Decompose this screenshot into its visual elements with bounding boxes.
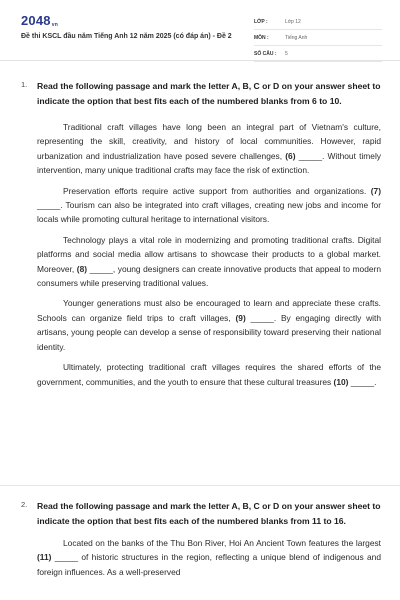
paragraph-text: _____. Without timely intervention, many unique traditional crafts may face the risk of extinction. [37, 150, 381, 176]
blank-label: (11) [37, 552, 52, 563]
paragraph-text: Preservation efforts require active support from authorities and organizations. [63, 185, 371, 196]
passage-paragraph [37, 184, 381, 227]
paragraph-text: Younger generations must also be encouraged to learn and appreciate these crafts. Schools can organize field trips to craft villages, [37, 298, 381, 323]
site-logo[interactable] [21, 13, 58, 28]
exam-meta [254, 14, 382, 62]
question-divider [0, 485, 400, 486]
paragraph-text: _____. Tourism can also be integrated into craft villages, creating new jobs and income for locals while promoting cultural heritage to international visitors. [37, 200, 381, 225]
question-prompt: Read the following passage and mark the letter A, B, C or D on your answer sheet to indicate the option that best fits each of the numbered blanks from 6 to 10. [37, 81, 381, 106]
meta-value: 5 [285, 50, 288, 57]
document-title: Đề thi KSCL đầu năm Tiếng Anh 12 năm 2025 (có đáp án) - Đề 2 [21, 33, 232, 40]
passage-paragraph [37, 233, 381, 291]
logo-suffix: vn [51, 22, 58, 28]
question-1 [21, 79, 381, 389]
blank-label: (9) [235, 312, 246, 323]
passage-paragraph [37, 536, 381, 579]
question-2 [21, 499, 381, 579]
meta-key: SỐ CÂU : [254, 50, 277, 57]
blank-label: (8) [76, 263, 88, 274]
paragraph-text: _____. By engaging directly with artisans, young people can develop a sense of responsibility toward preserving their national identity. [37, 312, 381, 352]
paragraph-text: Ultimately, protecting traditional craft villages requires the shared efforts of the government, communities, and the youth to ensure that these cultural treasures [37, 362, 381, 387]
paragraph-text: Traditional craft villages have long been an integral part of Vietnam's culture, representing the skill, creativity, and history of local communities. However, rapid urbanization and industrialization have posed severe challenges, [37, 122, 381, 161]
passage-paragraph [37, 120, 381, 178]
question-number: 1. [21, 80, 28, 89]
question-number: 2. [21, 500, 28, 509]
paragraph-text: _____. [348, 376, 377, 387]
paragraph-text: Technology plays a vital role in modernizing and promoting traditional crafts. Digital platforms and social media allow artisans to showcase their products to a global market. Moreover, [37, 234, 381, 274]
blank-label: (7) [370, 185, 381, 196]
meta-row-count [254, 46, 382, 62]
meta-key: LỚP : [254, 18, 268, 25]
meta-row-grade [254, 14, 382, 30]
paragraph-text: _____, young designers can create innovative products that appeal to modern consumers while preserving traditional values. [37, 263, 381, 289]
meta-row-subject [254, 30, 382, 46]
logo-text: 2048 [21, 13, 51, 28]
passage-paragraph [37, 360, 381, 389]
meta-value: Tiếng Anh [285, 34, 308, 41]
question-prompt: Read the following passage and mark the letter A, B, C or D on your answer sheet to indicate the option that best fits each of the numbered blanks from 11 to 16. [37, 501, 381, 526]
document-header [0, 0, 400, 61]
meta-key: MÔN : [254, 34, 269, 41]
paragraph-text: Located on the banks of the Thu Bon River, Hoi An Ancient Town features the largest [63, 538, 381, 548]
paragraph-text: _____ of historic structures in the region, reflecting a unique blend of indigenous and foreign influences. As a well-preserved [37, 552, 381, 577]
passage-paragraph [37, 296, 381, 354]
blank-label: (6) [285, 150, 296, 161]
meta-value: Lớp 12 [285, 18, 301, 25]
blank-label: (10) [333, 376, 349, 387]
